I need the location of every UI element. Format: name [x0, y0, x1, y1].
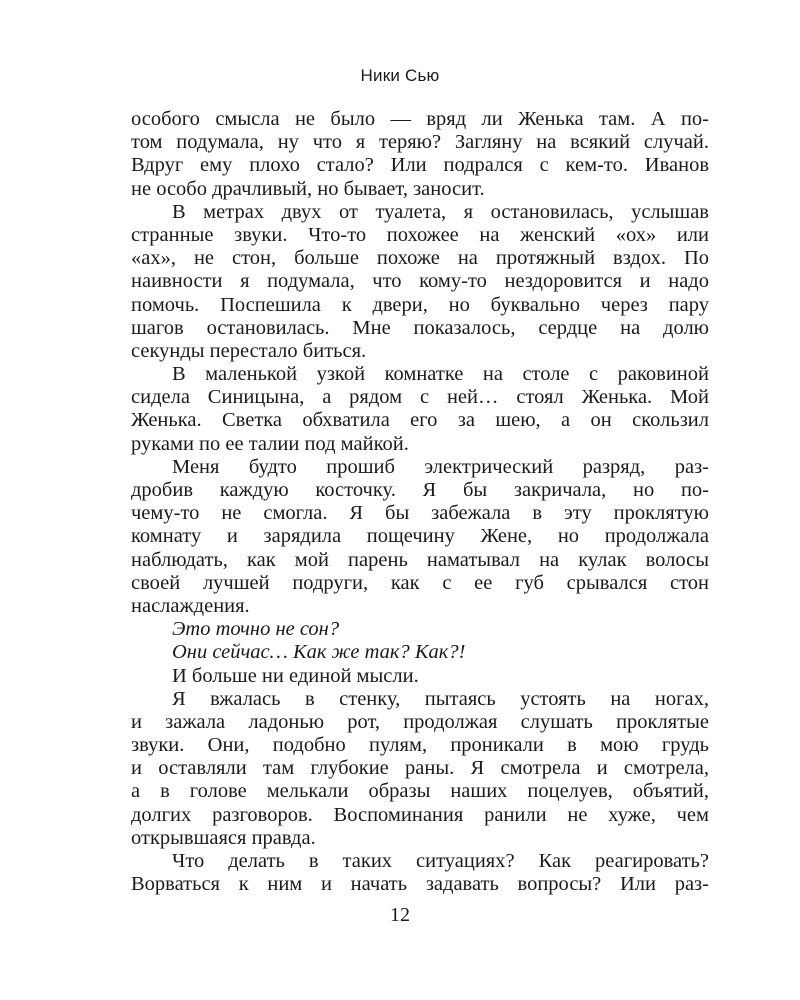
text-line: Меня будто прошиб электрический разряд, раз- [172, 455, 709, 478]
text-line: и зажала ладонью рот, продолжая слушать проклятые [131, 710, 709, 733]
text-line: наивности я подумала, что кому-то нездоровится и надо [131, 270, 709, 293]
body-text [131, 108, 709, 896]
text-line: помочь. Поспешила к двери, но буквально через пару [131, 293, 709, 316]
text-line: Я вжалась в стенку, пытаясь устоять на ногах, [172, 687, 709, 710]
text-line: и оставляли там глубокие раны. Я смотрела и смотрела, [131, 757, 709, 780]
text-line: том подумала, ну что я теряю? Загляну на всякий случай. [131, 131, 709, 154]
text-line: особого смысла не было — вряд ли Женька там. А по- [131, 108, 709, 130]
text-line: чему-то не смогла. Я бы забежала в эту проклятую [131, 502, 709, 525]
text-line: не особо драчливый, но бывает, заносит. [131, 177, 485, 200]
text-line: руками по ее талии под майкой. [131, 432, 409, 455]
text-line: И больше ни единой мысли. [172, 664, 419, 687]
text-line: Ворваться к ним и начать задавать вопросы? Или раз- [131, 873, 709, 896]
text-line: В маленькой узкой комнатке на столе с раковиной [172, 363, 709, 386]
text-line: Что делать в таких ситуациях? Как реагировать? [172, 850, 709, 872]
text-line: а в голове мелькали образы наших поцелуев, объятий, [131, 780, 709, 803]
page-number: 12 [390, 904, 410, 926]
text-line: наслаждения. [131, 594, 250, 617]
text-line: В метрах двух от туалета, я остановилась, услышав [172, 200, 709, 223]
text-line: долгих разговоров. Воспоминания ранили не хуже, чем [131, 803, 709, 826]
running-header-author: Ники Сью [360, 66, 440, 85]
text-line: звуки. Они, подобно пулям, проникали в мою грудь [131, 734, 709, 757]
text-line: своей лучшей подруги, как с ее губ срывался стон [131, 571, 709, 594]
text-line: дробив каждую косточку. Я бы закричала, но по- [131, 479, 709, 501]
text-line: «ах», не стон, больше похоже на протяжный вздох. По [131, 247, 709, 270]
text-line: открывшаяся правда. [131, 826, 316, 849]
text-line: Вдруг ему плохо стало? Или подрался с кем-то. Иванов [131, 154, 709, 177]
text-line: секунды перестало биться. [131, 339, 367, 362]
text-line: наблюдать, как мой парень наматывал на кулак волосы [131, 548, 709, 571]
text-line: сидела Синицына, а рядом с ней… стоял Женька. Мой [131, 386, 709, 409]
text-line: Они сейчас… Как же так? Как?! [172, 641, 466, 664]
text-line: комнату и зарядила пощечину Жене, но продолжала [131, 525, 709, 548]
text-line: странные звуки. Что-то похожее на женский «ох» или [131, 223, 709, 246]
text-line: Женька. Светка обхватила его за шею, а он скользил [131, 409, 709, 432]
text-line: шагов остановилась. Мне показалось, сердце на долю [131, 316, 709, 339]
text-line: Это точно не сон? [172, 618, 340, 641]
